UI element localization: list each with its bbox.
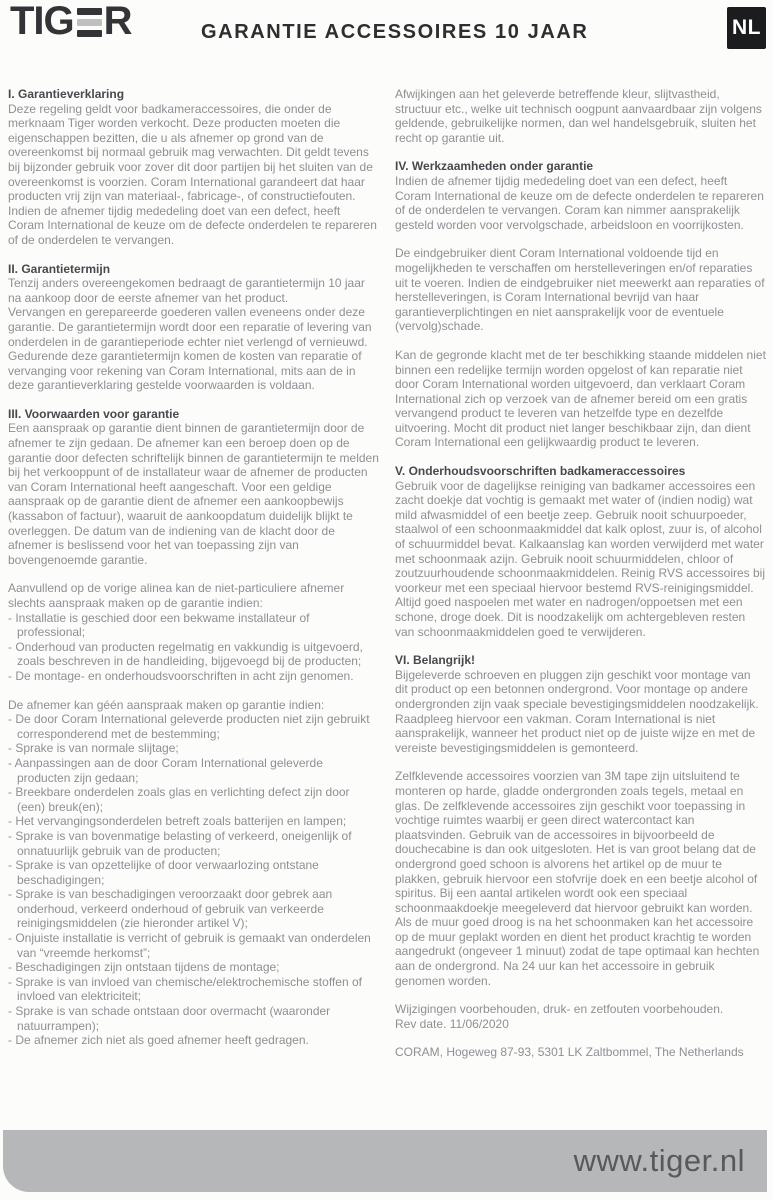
list-item: - De door Coram International geleverde producten niet zijn gebruikt corresponderend met de bestemming; xyxy=(8,712,370,741)
bullet-list xyxy=(8,712,379,1048)
paragraph: Gebruik voor de dagelijkse reiniging van badkamer accessoires een zacht doekje dat vochtig is gemaakt met water of (indien nodig) wat mild afwasmiddel of een beetje zeep. Gebruik nooit schuurpoeder, staalwol of een schoonmaakmiddel dat kalk oplost, zuur is, of alcohol of schuurmiddel bevat. Kalkaanslag kan worden verwijderd met water met schoonmaak azijn. Gebruik nooit schuurmiddelen, chloor of zoutzuurhoudende schoonmaakmiddelen. Reinig RVS accessoires bij voorkeur met een speciaal hiervoor bestemd RVS-reinigingsmiddel. Altijd goed naspoelen met water en nadrogen/oppoetsen met een schone, droge doek. Dit is noodzakelijk om achtergebleven resten van schoonmaakmiddelen goed te verwijderen. xyxy=(395,478,765,639)
list-item: - Het vervangingsonderdelen betreft zoals batterijen en lampen; xyxy=(8,814,347,829)
paragraph: De eindgebruiker dient Coram International voldoende tijd en mogelijkheden te verschaffen om herstelleveringen en/of reparaties uit te voeren. Indien de eindgebruiker niet meewerkt aan reparaties of herstelleveringen, is Coram International bevrijd van haar garantieverplichtingen en niet aansprakelijk voor de eventuele (vervolg)schade. xyxy=(395,246,765,334)
paragraph: Indien de afnemer tijdig mededeling doet van een defect, heeft Coram International de keuze om de defecte onderdelen te repareren of de onderdelen te vervangen. Coram kan nimmer aansprakelijk gesteld worden voor vervolgschade, arbeidsloon en voorrijkosten. xyxy=(395,173,764,232)
paragraph: Gedurende deze garantietermijn komen de kosten van reparatie of vervanging voor rekening van Coram International, mits aan de in deze garantieverklaring gestelde voorwaarden is voldaan. xyxy=(8,349,362,393)
bullet-list xyxy=(8,611,379,684)
document-body xyxy=(8,87,766,1060)
footer-bar xyxy=(3,1130,767,1192)
list-item: - De afnemer zich niet als goed afnemer heeft gedragen. xyxy=(8,1033,309,1048)
tiger-logo-text-right: R xyxy=(103,0,132,43)
section-heading: I. Garantieverklaring xyxy=(8,87,125,101)
list-item: - Onderhoud van producten regelmatig en vakkundig is uitgevoerd, zoals beschreven in de handleiding, bijgevoegd bij de producten; xyxy=(8,639,363,669)
paragraph: Kan de gegronde klacht met de ter beschikking staande middelen niet binnen een redelijke termijn worden opgelost of kan reparatie niet door Coram International worden uitgevoerd, dan verklaart Coram International zich op verzoek van de afnemer bereid om een gratis vervangend product te leveren van hetzelfde type en dezelfde uitvoering. Mocht dit product niet langer beschikbaar zijn, dan dient Coram International een gelijkwaardig product te leveren. xyxy=(395,347,766,450)
section-heading: III. Voorwaarden voor garantie xyxy=(8,406,180,421)
paragraph: Deze regeling geldt voor badkameraccessoires, die onder de merknaam Tiger worden verkocht. Deze producten moeten die eigenschappen bezitten, die u als afnemer op grond van de overeenkomst bij normaal gebruik mag verwachten. Dit geldt tevens bij bijzonder gebruik voor zover dit door partijen bij het sluiten van de overeenkomst is voorzien. Coram International garandeert dat haar producten vrij zijn van materiaal-, fabricage-, of constructiefouten. Indien de afnemer tijdig mededeling doet van een defect, heeft Coram International de keuze om de defecte onderdelen te repareren of de onderdelen te vervangen. xyxy=(8,101,377,247)
page-title: GARANTIE ACCESSOIRES 10 JAAR xyxy=(201,21,589,43)
section-heading: IV. Werkzaamheden onder garantie xyxy=(395,159,594,174)
paragraph: Wijzigingen voorbehouden, druk- en zetfouten voorbehouden. xyxy=(395,1002,724,1017)
list-item: - De montage- en onderhoudsvoorschriften in acht zijn genomen. xyxy=(8,668,354,683)
paragraph: Rev date. 11/06/2020 xyxy=(395,1016,509,1031)
language-badge: NL xyxy=(727,7,766,49)
section-heading: V. Onderhoudsvoorschriften badkameraccessoires xyxy=(395,464,686,479)
paragraph: Aanvullend op de vorige alinea kan de niet-particuliere afnemer slechts aanspraak maken op de garantie indien: xyxy=(8,581,345,610)
list-item: - Beschadigingen zijn ontstaan tijdens de montage; xyxy=(8,960,280,975)
tiger-logo-e-icon xyxy=(77,8,102,38)
paragraph: Zelfklevende accessoires voorzien van 3M tape zijn uitsluitend te monteren op harde, gladde ondergronden zoals tegels, metaal en glas. De zelfklevende accessoires zijn geschikt voor toepassing in vochtige ruimtes waarbij er geen direct watercontact kan plaatsvinden. Gebruik van de accessoires in bijvoorbeeld de douchecabine is dan ook uitgesloten. Het is van groot belang dat de ondergrond goed schoon is alvorens het artikel op de muur te plakken, gebruik hiervoor een stofvrije doek en een beetje alcohol of spiritus. Bij een aantal artikelen wordt ook een speciaal schoonmaakdoekje meegeleverd dat hiervoor gebruikt kan worden. Als de muur goed droog is na het schoonmaken kan het accessoire op de muur geplakt worden en dient het product krachtig te worden aangedrukt (ongeveer 1 minuut) zodat de tape optimaal kan hechten aan de ondergrond. Na 24 uur kan het accessoire in gebruik genomen worden. xyxy=(395,769,760,988)
paragraph: Een aanspraak op garantie dient binnen de garantietermijn door de afnemer te zijn gedaan. De afnemer kan een beroep doen op de garantie door defecten schriftelijk binnen de garantietermijn te melden bij het verkooppunt of de installateur waar de afnemer de producten van Coram International heeft aangeschaft. Voor een geldige aanspraak op de garantie dient de afnemer een aankoopbewijs (kassabon of factuur), waaruit de aankoopdatum duidelijk blijkt te overleggen. De datum van de indiening van de klacht door de afnemer is beslissend voor het van toepassing zijn van bovengenoemde garantie. xyxy=(8,421,379,567)
paragraph: Vervangen en gerepareerde goederen vallen eveneens onder deze garantie. De garantietermijn wordt door een reparatie of levering van onderdelen in de garantieperiode echter niet verlengd of vernieuwd. xyxy=(8,305,372,349)
paragraph: Bijgeleverde schroeven en pluggen zijn geschikt voor montage van dit product op een betonnen ondergrond. Voor montage op andere ondergronden zijn vaak speciale bevestigingsmiddelen noodzakelijk. Raadpleeg hiervoor een vakman. Coram International is niet aansprakelijk, wanneer het product niet op de juiste wijze en met de vereiste bevestigingsmiddelen is gemonteerd. xyxy=(395,667,759,755)
paragraph: CORAM, Hogeweg 87-93, 5301 LK Zaltbommel, The Netherlands xyxy=(395,1045,744,1060)
list-item: - Onjuiste installatie is verricht of gebruik is gemaakt van onderdelen van “vreemde herkomst”; xyxy=(8,931,371,960)
tiger-logo-text-left: TIG xyxy=(10,0,74,43)
list-item: - Breekbare onderdelen zoals glas en verlichting defect zijn door (een) breuk(en); xyxy=(8,785,350,814)
paragraph: Tenzij anders overeengekomen bedraagt de garantietermijn 10 jaar na aankoop door de eerste afnemer van het product. xyxy=(8,276,365,305)
list-item: - Sprake is van normale slijtage; xyxy=(8,741,179,756)
list-item: - Aanpassingen aan de door Coram International geleverde producten zijn gedaan; xyxy=(8,755,323,785)
paragraph: Afwijkingen aan het geleverde betreffende kleur, slijtvastheid, structuur etc., welke uit technisch oogpunt aanvaardbaar zijn volgens geldende, gebruikelijke normen, dan wel handelsgebruik, sluiten het recht op garantie uit. xyxy=(395,87,762,145)
paragraph: De afnemer kan géén aanspraak maken op garantie indien: xyxy=(8,697,325,712)
section-heading: II. Garantietermijn xyxy=(8,261,111,276)
section-heading: VI. Belangrijk! xyxy=(395,653,476,668)
list-item: - Sprake is van beschadigingen veroorzaakt door gebrek aan onderhoud, verkeerd onderhoud of gebruik van verkeerde reinigingsmiddelen (zie hieronder artikel V); xyxy=(8,887,333,931)
list-item: - Sprake is van schade ontstaan door overmacht (waaronder natuurrampen); xyxy=(8,1004,331,1033)
list-item: - Sprake is van opzettelijke of door verwaarlozing ontstane beschadigingen; xyxy=(8,858,319,887)
text-column-2 xyxy=(395,87,766,1060)
list-item: - Sprake is van bovenmatige belasting of verkeerd, oneigenlijk of onnatuurlijk gebruik van de producten; xyxy=(8,828,352,858)
footer-website-url: www.tiger.nl xyxy=(573,1143,745,1178)
list-item: - Installatie is geschied door een bekwame installateur of professional; xyxy=(8,610,310,640)
text-column-1 xyxy=(8,87,379,1060)
list-item: - Sprake is van invloed van chemische/elektrochemische stoffen of invloed van elektriciteit; xyxy=(8,974,362,1004)
tiger-logo xyxy=(10,0,132,43)
